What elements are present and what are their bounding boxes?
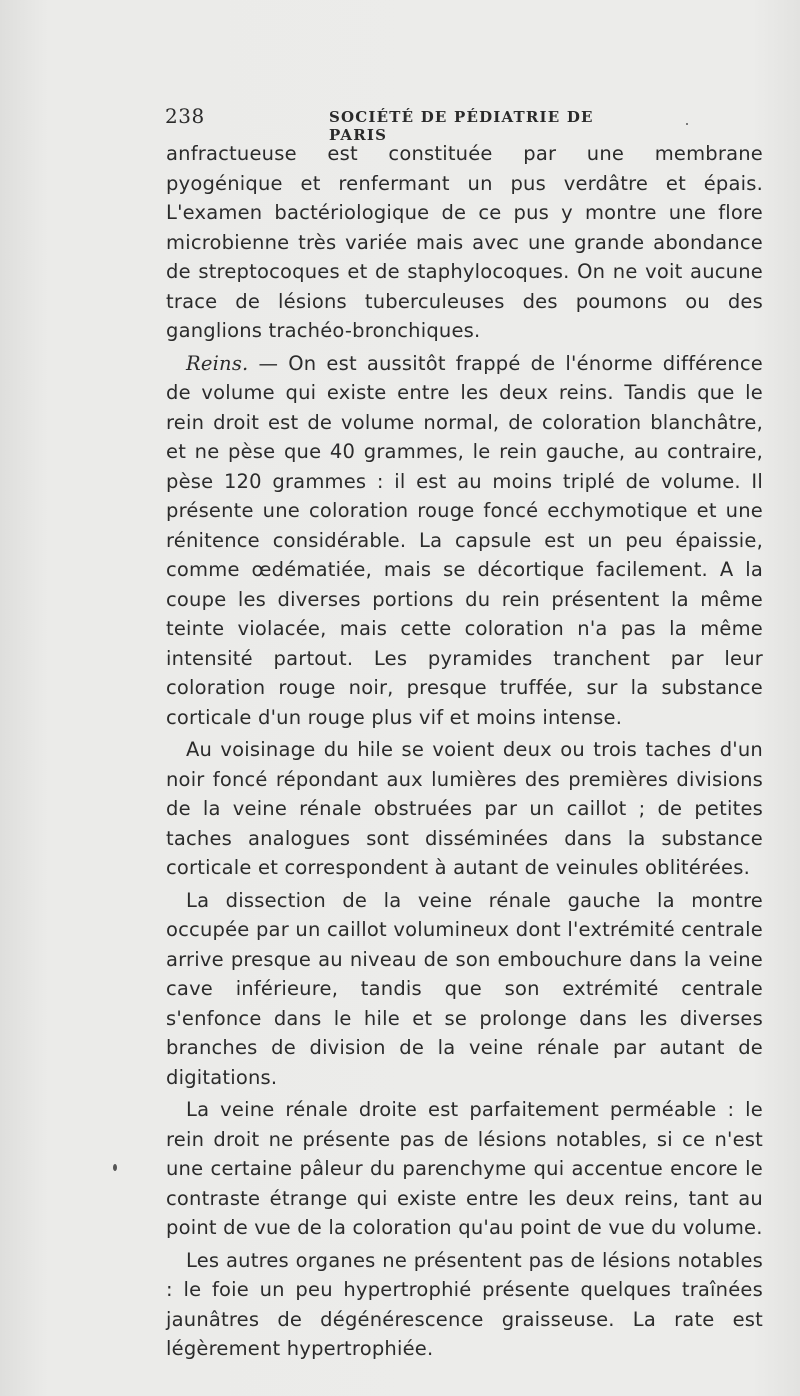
page-header bbox=[165, 104, 635, 144]
page-number: 238 bbox=[165, 104, 205, 128]
paragraph-lungs: anfractueuse est constituée par une membrane pyogénique et renfermant un pus verdâtre et épais. L'examen bactériologique de ce pus y montre une flore microbienne très variée mais avec une grande abondance de streptocoques et de staphylocoques. On ne voit aucune trace de lésions tuberculeuses des poumons ou des ganglions trachéo-bronchiques. bbox=[166, 142, 763, 342]
print-speck bbox=[113, 1164, 117, 1171]
paragraph-right-vein: La veine rénale droite est parfaitement perméable : le rein droit ne présente pas de lésions notables, si ce n'est une certaine pâleur du parenchyme qui accentue encore le contraste étrange qui existe entre les deux reins, tant au point de vue de la coloration qu'au point de vue du volume. bbox=[166, 1098, 763, 1239]
section-label-reins: Reins. bbox=[186, 351, 249, 375]
paragraph-dissection: La dissection de la veine rénale gauche la montre occupée par un caillot volumineux dont l'extrémité centrale arrive presque au niveau de son embouchure dans la veine cave inférieure, tandis que son extrémité centrale s'enfonce dans le hile et se prolonge dans les diverses branches de division de la veine rénale par autant de digitations. bbox=[166, 888, 763, 1089]
paragraph-kidneys bbox=[166, 349, 763, 733]
running-title: SOCIÉTÉ DE PÉDIATRIE DE PARIS bbox=[329, 108, 594, 144]
print-speck bbox=[686, 123, 688, 125]
paragraph-hile: Au voisinage du hile se voient deux ou trois taches d'un noir foncé répondant aux lumières des premières divisions de la veine rénale obstruées par un caillot ; de petites taches analogues sont disséminées dans la substance corticale et correspondent à autant de veinules oblitérées. bbox=[166, 738, 763, 879]
body-text bbox=[166, 139, 763, 1364]
paragraph-kidneys-text: — On est aussitôt frappé de l'énorme différence de volume qui existe entre les deux reins. Tandis que le rein droit est de volume normal, de coloration blanchâtre, et ne pèse que 40 grammes, le rein gauche, au contraire, pèse 120 grammes : il est au moins triplé de volume. Il présente une coloration rouge foncé ecchymotique et une rénitence considérable. La capsule est un peu épaissie, comme œdématiée, mais se décortique facilement. A la coupe les diverses portions du rein présentent la même teinte violacée, mais cette coloration n'a pas la même intensité partout. Les pyramides tranchent par leur coloration rouge noir, presque truffée, sur la substance corticale d'un rouge plus vif et moins intense. bbox=[166, 351, 763, 729]
paragraph-other-organs: Les autres organes ne présentent pas de lésions notables : le foie un peu hypertrophié présente quelques traînées jaunâtres de dégénérescence graisseuse. La rate est légèrement hypertrophiée. bbox=[166, 1248, 763, 1360]
